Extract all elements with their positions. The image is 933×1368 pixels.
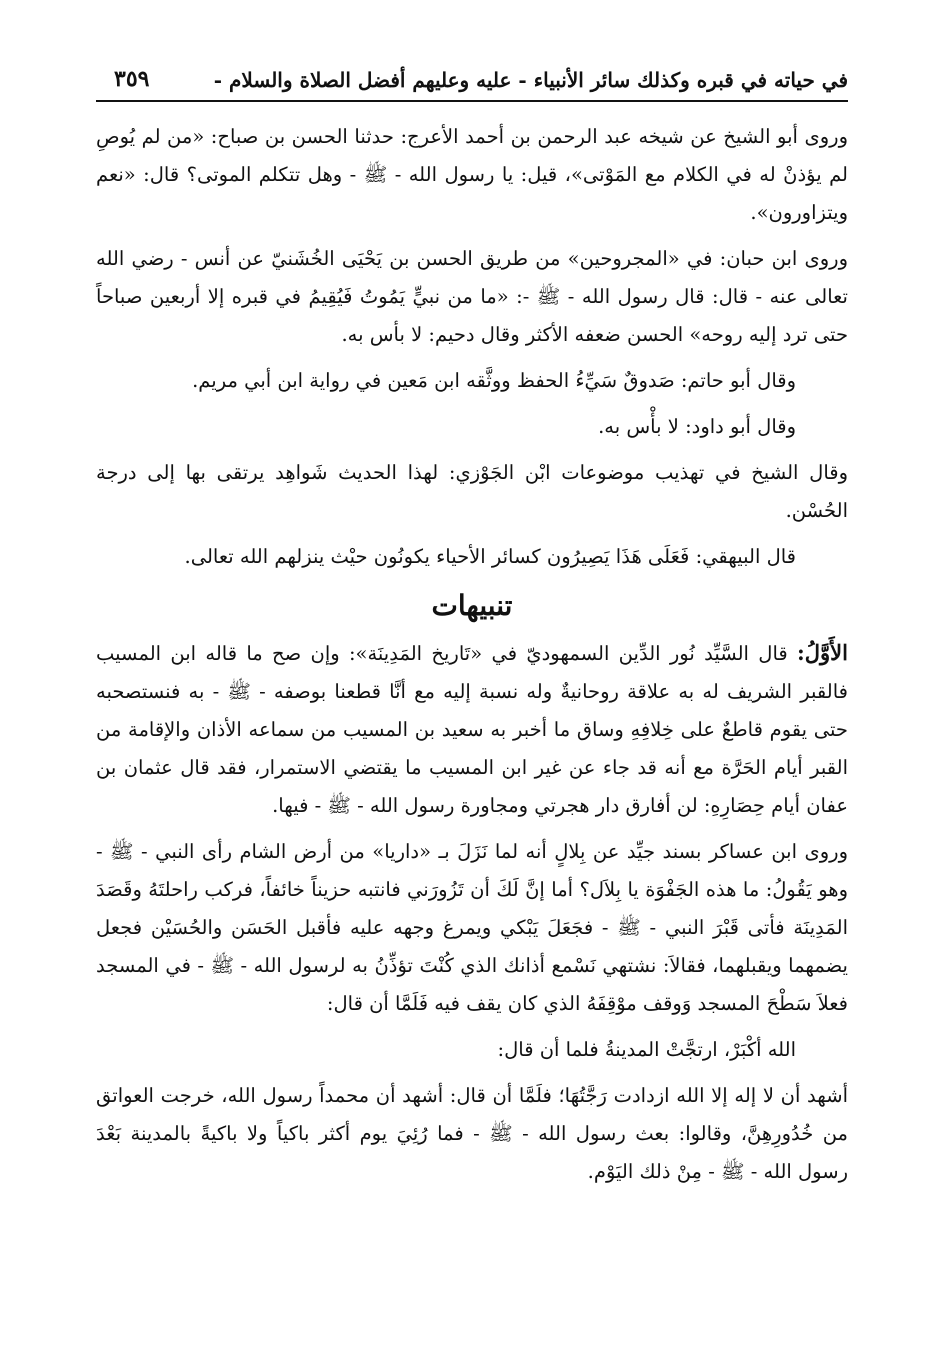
paragraph-ibn-hibban: وروى ابن حبان: في «المجروحين» من طريق الحسن بن يَحْيَى الخُشَنيّ عن أنس - رضي الله تعالى عنه - قال: قال رسول الله - ﷺ -: «ما من نبيٍّ يَمُوتُ فَيُقِيمُ في قبره إلا أربعين صباحاً حتى ترد إليه روحه» الحسن ضعفه الأكثر وقال دحيم: لا بأس به. [96, 247, 848, 346]
paragraph-abu-hatim: وقال أبو حاتم: صَدوقٌ سَيِّءُ الحفظ ووثَّقه ابن مَعين في رواية ابن أبي مريم. [192, 369, 796, 392]
paragraph-takbir: الله أكْبَرْ، ارتجَّتْ المدينةُ فلما أن قال: [497, 1038, 796, 1061]
paragraph-abu-dawud: وقال أبو داود: لا بأْس به. [598, 415, 796, 438]
first-note-text: قال السَّيِّد نُور الدِّين السمهوديّ في «تَاريخ المَدِينَة»: وإن صح ما قاله ابن المسيب فالقبر الشريف له به علاقة روحانيةٌ وله نسبة إليه مع أنَّا قطعنا بوصفه - ﷺ - به فنستصحبه حتى يقوم قاطعٌ على خِلافِهِ وساق ما أخبر به سعيد بن المسيب من سماعه الأذان والإقامة من القبر أيام الحَرَّة مع أنه قد جاء عن غير ابن المسيب ما يقتضي الاستمرار، فقد قال عثمان بن عفان أيام حِصَارِهِ: لن أفارق دار هجرتي ومجاورة رسول الله - ﷺ - فيها. [96, 642, 848, 817]
paragraph-abu-al-shaykh: وروى أبو الشيخ عن شيخه عبد الرحمن بن أحمد الأعرج: حدثنا الحسن بن صباح: «من لم يُوصِ لم يؤذنْ له في الكلام مع المَوْتى»، قيل: يا رسول الله - ﷺ - وهل تتكلم الموتى؟ قال: «نعم ويتزاورون». [96, 125, 848, 224]
page-number: ٣٥٩ [114, 66, 150, 92]
section-heading: تنبيهات [431, 589, 513, 622]
paragraph-first-note [96, 634, 848, 825]
book-page [96, 54, 848, 1344]
paragraph-ibn-asakir: وروى ابن عساكر بسند جيِّد عن بِلالٍ أنه لما نَزَلَ بـ «داريا» من أرض الشام رأى النبي - ﷺ - وهو يَقُولُ: ما هذه الجَفْوَة يا بِلاَل؟ أما إنَّ لَكَ أن تَزُورَني فانتبه حزيناً خائفاً، فركب راحلتَهُ وقَصَدَ المَدِينَة فأتى قَبْرَ النبي - ﷺ - فجَعَلَ يَبْكي ويمرغ وجهه عليه فأقبل الحَسَن والحُسَيْن فجعل يضمهما ويقبلهما، فقالاَ: نشتهي نَسْمع أذانك الذي كُنْتَ تؤذِّنُ به لرسول الله - ﷺ - في المسجد فعلاَ سَطْحَ المسجد وَوقف موْقِفَهُ الذي كان يقف فيه فَلَمَّا أن قال: [96, 840, 848, 1015]
paragraph-al-bayhaqi: قال البيهقي: فَعَلَى هَذَا يَصِيرُون كسائر الأحياء يكونُون حيْث ينزلهم الله تعالى. [184, 545, 796, 568]
page-header [96, 54, 848, 102]
paragraph-al-shaykh: وقال الشيخ في تهذيب موضوعات ابْن الجَوْزي: لهذا الحديث شَواهِد يرتقى بها إلى درجة الحُسْن. [96, 461, 848, 522]
running-title: في حياته في قبره وكذلك سائر الأنبياء - عليه وعليهم أفضل الصلاة والسلام - [213, 68, 848, 92]
first-note-lead: الأَوَّلُ: [797, 640, 848, 665]
paragraph-shahada: أشهد أن لا إله إلا الله ازدادت رَجَّتُهَا؛ فلَمَّا أن قال: أشهد أن محمداً رسول الله، خرجت العواتق من خُدُورِهِنَّ، وقالوا: بعث رسول الله - ﷺ - فما رُئِيَ يوم أكثر باكياً ولا باكيةً بالمدينة بَعْدَ رسول الله - ﷺ - مِنْ ذلك اليَوْم. [96, 1084, 848, 1183]
body-text [96, 118, 848, 1191]
